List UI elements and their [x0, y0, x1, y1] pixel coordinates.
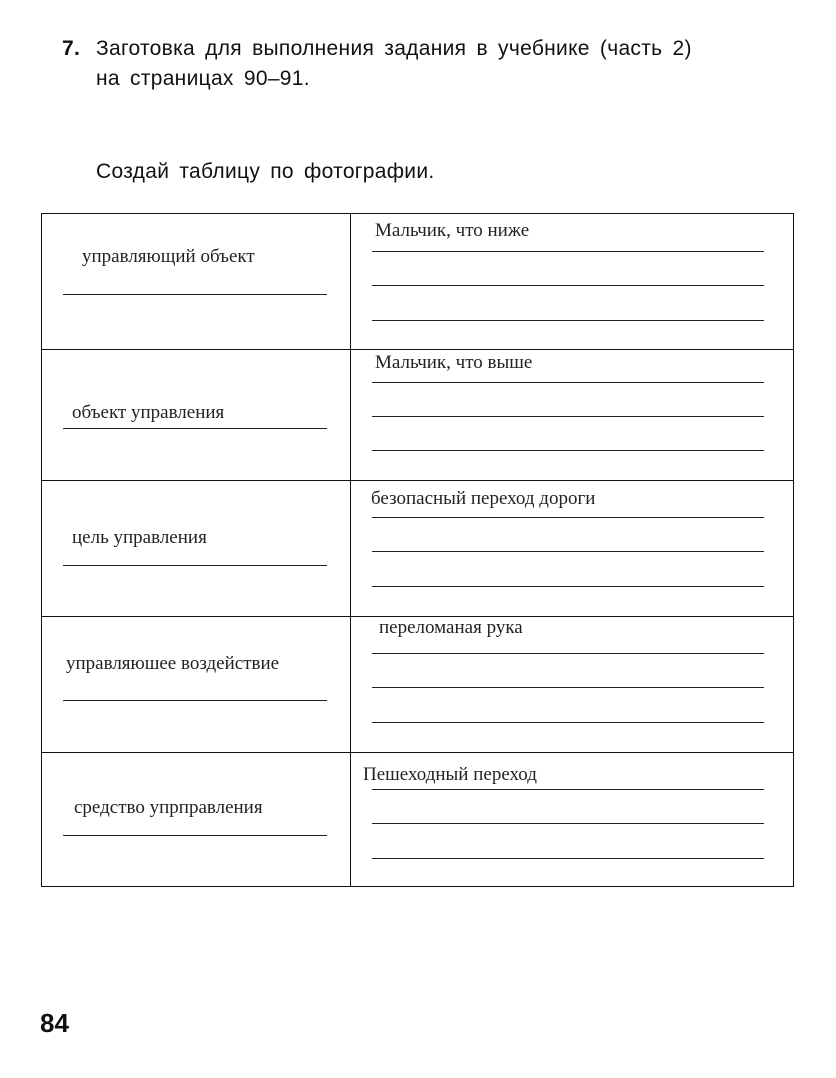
- table-row: [42, 214, 793, 350]
- answer-text: Мальчик, что ниже: [375, 220, 530, 241]
- answer-text: Пешеходный переход: [363, 764, 537, 785]
- answer-line: [372, 586, 764, 587]
- answer-line: [372, 687, 764, 688]
- answer-line: [372, 320, 764, 321]
- task-text-line-1: Заготовка для выполнения задания в учебнике (часть 2): [96, 37, 692, 60]
- term-cell: [42, 753, 350, 886]
- term-underline: [63, 565, 327, 566]
- answer-line: [372, 251, 764, 252]
- term-label: управляющий объект: [82, 246, 255, 267]
- term-underline: [63, 835, 327, 836]
- term-underline: [63, 294, 327, 295]
- term-underline: [63, 428, 327, 429]
- answer-text: безопасный переход дороги: [371, 488, 596, 509]
- task-heading: [62, 34, 802, 94]
- answer-line: [372, 551, 764, 552]
- term-underline: [63, 700, 327, 701]
- answer-line: [372, 285, 764, 286]
- instruction-text: Создай таблицу по фотографии.: [96, 160, 435, 183]
- answer-cell[interactable]: [351, 481, 793, 616]
- worksheet-table: [41, 213, 794, 887]
- task-number: 7.: [62, 37, 81, 60]
- answer-cell[interactable]: [351, 617, 793, 752]
- term-cell: [42, 350, 350, 480]
- answer-line: [372, 450, 764, 451]
- term-cell: [42, 481, 350, 616]
- answer-line: [372, 517, 764, 518]
- term-label: управляюшее воздействие: [66, 653, 280, 674]
- answer-cell[interactable]: [351, 753, 793, 886]
- answer-cell[interactable]: [351, 350, 793, 480]
- term-cell: [42, 214, 350, 349]
- answer-line: [372, 789, 764, 790]
- table-row: [42, 753, 793, 886]
- answer-text: переломаная рука: [379, 617, 523, 638]
- answer-line: [372, 722, 764, 723]
- term-label: объект управления: [72, 402, 225, 423]
- table-row: [42, 617, 793, 753]
- table-row: [42, 350, 793, 481]
- answer-text: Мальчик, что выше: [375, 352, 533, 373]
- page-number: 84: [40, 1008, 69, 1038]
- table-row: [42, 481, 793, 617]
- answer-cell[interactable]: [351, 214, 793, 349]
- term-cell: [42, 617, 350, 752]
- answer-line: [372, 823, 764, 824]
- answer-line: [372, 653, 764, 654]
- term-label: средство упрправления: [74, 797, 263, 818]
- answer-line: [372, 416, 764, 417]
- term-label: цель управления: [72, 527, 207, 548]
- task-text-line-2: на страницах 90–91.: [96, 67, 310, 90]
- answer-line: [372, 382, 764, 383]
- answer-line: [372, 858, 764, 859]
